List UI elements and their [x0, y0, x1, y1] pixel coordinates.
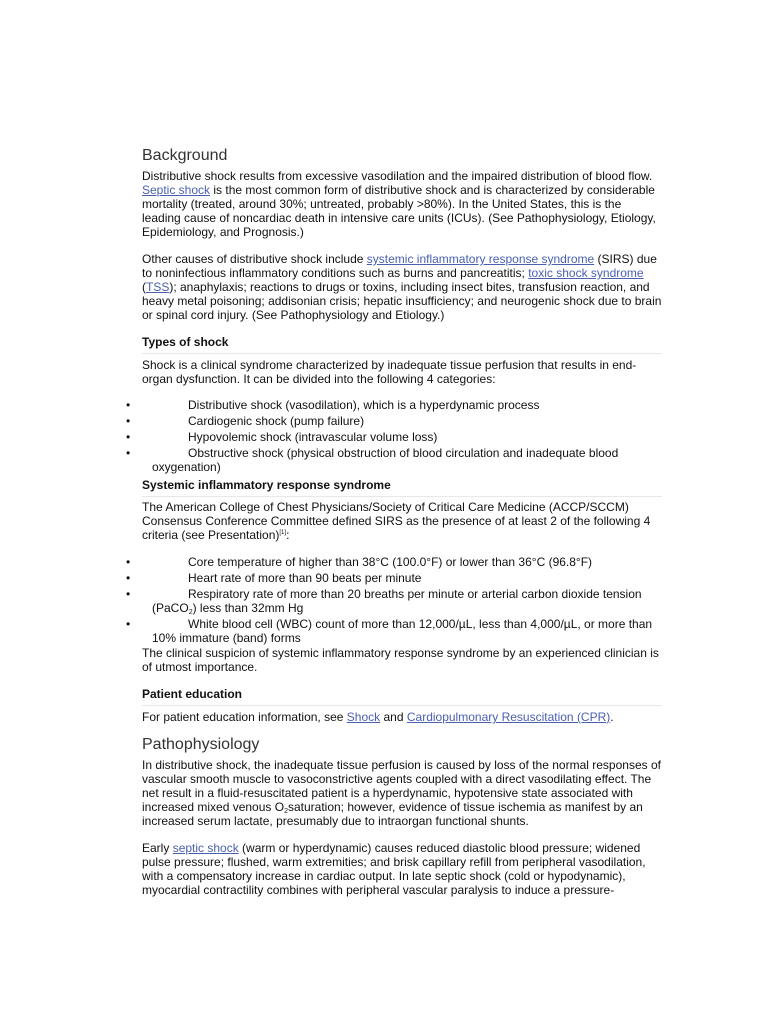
text: (SIRS) due to noninfectious inflammatory conditions such as burns and pancreatitis;: [142, 252, 657, 280]
pathophysiology-heading: Pathophysiology: [142, 736, 260, 753]
text: For patient education information, see: [142, 710, 347, 724]
text: In distributive shock, the inadequate tissue perfusion is caused by loss of the normal responses of vascular smooth muscle to vasoconstrictive agents coupled with a direct vasodilating effect. The net result in a fluid-resuscitated patient is a hyperdynamic, hypotensive state associated with increased mixed venous O: [142, 758, 661, 814]
subscript: 2: [284, 808, 288, 815]
text: (: [142, 280, 146, 294]
text: .: [610, 710, 614, 724]
text: and: [380, 710, 407, 724]
education-section: [142, 686, 662, 706]
background-section: [142, 146, 662, 166]
pathophysiology-section: [142, 735, 662, 755]
shock-link[interactable]: Shock: [346, 710, 381, 724]
bullet-icon: •: [126, 430, 131, 444]
sirs-intro: [142, 500, 662, 542]
list-item: [126, 617, 666, 645]
text: Other causes of distributive shock include: [142, 252, 367, 266]
cpr-link[interactable]: Cardiopulmonary Resuscitation (CPR): [406, 710, 611, 724]
text: (warm or hyperdynamic) causes reduced diastolic blood pressure; widened pulse pressure; flushed, warm extremities; and brisk capillary refill from peripheral vasodilation, with a compensatory increase in cardiac output. In late septic shock (cold or hypodynamic), myocardial contractility combines with peripheral vascular paralysis to induce a pressure-: [142, 841, 646, 897]
list-item: [126, 571, 666, 587]
bullet-icon: •: [126, 446, 131, 460]
text: is the most common form of distributive shock and is characterized by considerable mortality (treated, around 30%; untreated, probably >80%). In the United States, this is the leading cause of noncardiac death in intensive care units (ICUs). (See Pathophysiology, Etiology, Epidemiology, and Prognosis.): [142, 183, 656, 239]
text: Distributive shock results from excessive vasodilation and the impaired distribution of blood flow.: [142, 169, 653, 183]
list-item-text: Distributive shock (vasodilation), which is a hyperdynamic process: [188, 398, 540, 412]
text: Early: [142, 841, 173, 855]
text: :: [286, 528, 290, 542]
education-heading: Patient education: [142, 686, 662, 706]
reference-link[interactable]: [1]: [279, 530, 287, 536]
bullet-icon: •: [126, 617, 131, 631]
text: saturation; however, evidence of tissue ischemia as manifest by an increased serum lactate, presumably due to intraorgan functional shunts.: [142, 800, 643, 828]
bullet-icon: •: [126, 587, 131, 601]
list-item-text: Obstructive shock (physical obstruction of blood circulation and inadequate blood oxygenation): [152, 446, 619, 474]
types-section: [142, 334, 662, 354]
text: ); anaphylaxis; reactions to drugs or toxins, including insect bites, transfusion reaction, and heavy metal poisoning; addisonian crisis; hepatic insufficiency; and neurogenic shock due to brain or spinal cord injury. (See Pathophysiology and Etiology.): [142, 280, 662, 322]
list-item: [126, 398, 666, 414]
bullet-icon: •: [126, 555, 131, 569]
list-item: [126, 446, 666, 474]
bullet-icon: •: [126, 571, 131, 585]
subscript: 2: [188, 609, 193, 616]
sirs-list: [126, 555, 666, 645]
background-heading: Background: [142, 147, 228, 164]
list-item: [126, 587, 666, 617]
sirs-section: [142, 477, 662, 497]
list-item: [126, 430, 666, 446]
sirs-link[interactable]: systemic inflammatory response syndrome: [366, 252, 595, 266]
sirs-closing: [142, 646, 662, 674]
list-item-text: Core temperature of higher than 38°C (100.0°F) or lower than 36°C (96.8°F): [188, 555, 593, 569]
list-item-text: Respiratory rate of more than 20 breaths per minute or arterial carbon dioxide tension (PaCO: [152, 587, 642, 615]
types-intro: [142, 358, 662, 386]
septic-shock-link[interactable]: septic shock: [172, 841, 239, 855]
education-paragraph: [142, 710, 662, 724]
list-item: [126, 414, 666, 430]
background-paragraph-2: [142, 252, 662, 322]
sirs-heading: Systemic inflammatory response syndrome: [142, 477, 662, 497]
list-item-text: Heart rate of more than 90 beats per minute: [188, 571, 422, 585]
types-list: [126, 398, 666, 474]
list-item-text: White blood cell (WBC) count of more than 12,000/µL, less than 4,000/µL, or more than 10% immature (band) forms: [152, 617, 653, 645]
background-paragraph-1: [142, 169, 662, 239]
toxic-shock-syndrome-link[interactable]: toxic shock syndrome: [528, 266, 644, 280]
types-intro-text: Shock is a clinical syndrome characterized by inadequate tissue perfusion that results in end-organ dysfunction. It can be divided into the following 4 categories:: [142, 358, 637, 386]
sirs-closing-text: The clinical suspicion of systemic inflammatory response syndrome by an experienced clinician is of utmost importance.: [142, 646, 659, 674]
bullet-icon: •: [126, 398, 131, 412]
pathophysiology-paragraph-2: [142, 841, 662, 897]
bullet-icon: •: [126, 414, 131, 428]
types-heading: Types of shock: [142, 334, 662, 354]
text: The American College of Chest Physicians/Society of Critical Care Medicine (ACCP/SCCM) Consensus Conference Committee defined SIRS as the presence of at least 2 of the following 4 criteria (see Presentation): [142, 500, 651, 542]
pathophysiology-paragraph-1: [142, 758, 662, 828]
list-item-text: Cardiogenic shock (pump failure): [188, 414, 365, 428]
tss-link[interactable]: TSS: [146, 280, 170, 294]
list-item-text: ) less than 32mm Hg: [192, 601, 304, 615]
septic-shock-link[interactable]: Septic shock: [142, 183, 211, 197]
list-item-text: Hypovolemic shock (intravascular volume loss): [188, 430, 438, 444]
list-item: [126, 555, 666, 571]
